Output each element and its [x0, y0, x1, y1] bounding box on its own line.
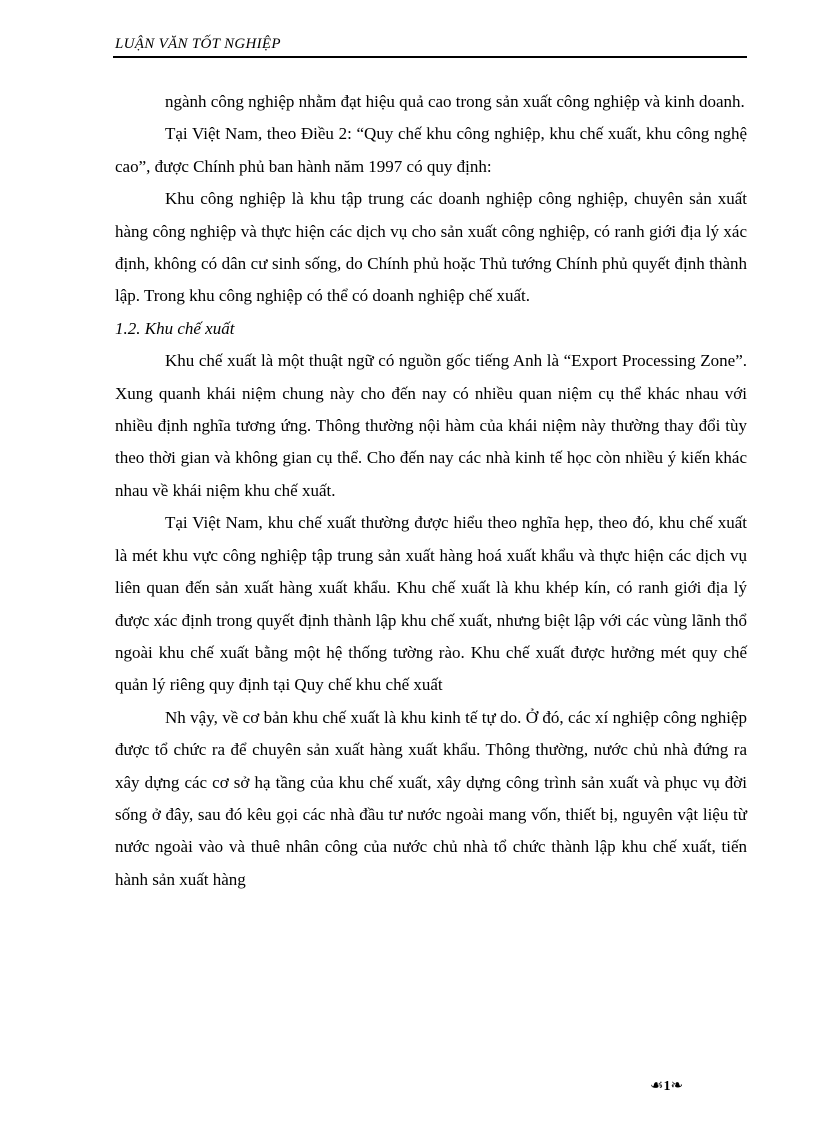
- page-number: 1: [663, 1079, 671, 1094]
- ornament-left-icon: ☙: [650, 1078, 664, 1094]
- paragraph-industrial-zone-definition: Khu công nghiệp là khu tập trung các doanh nghiệp công nghiệp, chuyên sản xuất hàng công nghiệp và thực hiện các dịch vụ cho sản xuất công nghiệp, có ranh giới địa lý xác định, không có dân cư sinh sống, do Chính phủ hoặc Thủ tướng Chính phủ quyết định thành lập. Trong khu công nghiệp có thể có doanh nghiệp chế xuất.: [115, 189, 747, 306]
- page-footer: [650, 1076, 683, 1095]
- paragraph-vietnam-epz: Tại Việt Nam, khu chế xuất thường được hiểu theo nghĩa hẹp, theo đó, khu chế xuất là mét khu vực công nghiệp tập trung sản xuất hàng hoá xuất khẩu và thực hiện các dịch vụ liên quan đến sản xuất hàng xuất khẩu. Khu chế xuất là khu khép kín, có ranh giới địa lý được xác định trong quyết định thành lập khu chế xuất, nhưng biệt lập với các vùng lãnh thổ ngoài khu chế xuất bằng một hệ thống tường rào. Khu chế xuất được hưởng mét quy chế quản lý riêng quy định tại Quy chế khu chế xuất: [115, 513, 747, 695]
- paragraph-continuation: ngành công nghiệp nhằm đạt hiệu quả cao trong sản xuất công nghiệp và kinh doanh.: [165, 92, 745, 111]
- paragraph-export-processing-zone: Khu chế xuất là một thuật ngữ có nguồn gốc tiếng Anh là “Export Processing Zone”. Xung quanh khái niệm chung này cho đến nay có nhiều quan niệm cụ thể khác nhau với nhiều định nghĩa tương ứng. Thông thường nội hàm của khái niệm này thường thay đổi tùy theo thời gian và không gian cụ thể. Cho đến nay các nhà kinh tế học còn nhiều ý kiến khác nhau về khái niệm khu chế xuất.: [115, 351, 747, 500]
- paragraph-vietnam-regulation: Tại Việt Nam, theo Điều 2: “Quy chế khu công nghiệp, khu chế xuất, khu công nghệ cao”, được Chính phủ ban hành năm 1997 có quy định:: [115, 124, 747, 176]
- paragraph-free-economic-zone: Nh vậy, về cơ bản khu chế xuất là khu kinh tế tự do. Ở đó, các xí nghiệp công nghiệp được tổ chức ra để chuyên sản xuất hàng xuất khẩu. Thông thường, nước chủ nhà đứng ra xây dựng các cơ sở hạ tầng của khu chế xuất, xây dựng công trình sản xuất và phục vụ đời sống ở đây, sau đó kêu gọi các nhà đầu tư nước ngoài mang vốn, thiết bị, nguyên vật liệu từ nước ngoài vào và thuê nhân công của nước chủ nhà tổ chức thành lập khu chế xuất, tiến hành sản xuất hàng: [115, 707, 747, 889]
- document-body: [115, 86, 747, 896]
- header-title: LUẬN VĂN TỐT NGHIỆP: [115, 36, 281, 52]
- section-heading: 1.2. Khu chế xuất: [115, 318, 235, 338]
- ornament-right-icon: ❧: [670, 1078, 684, 1094]
- page-header: [113, 34, 747, 58]
